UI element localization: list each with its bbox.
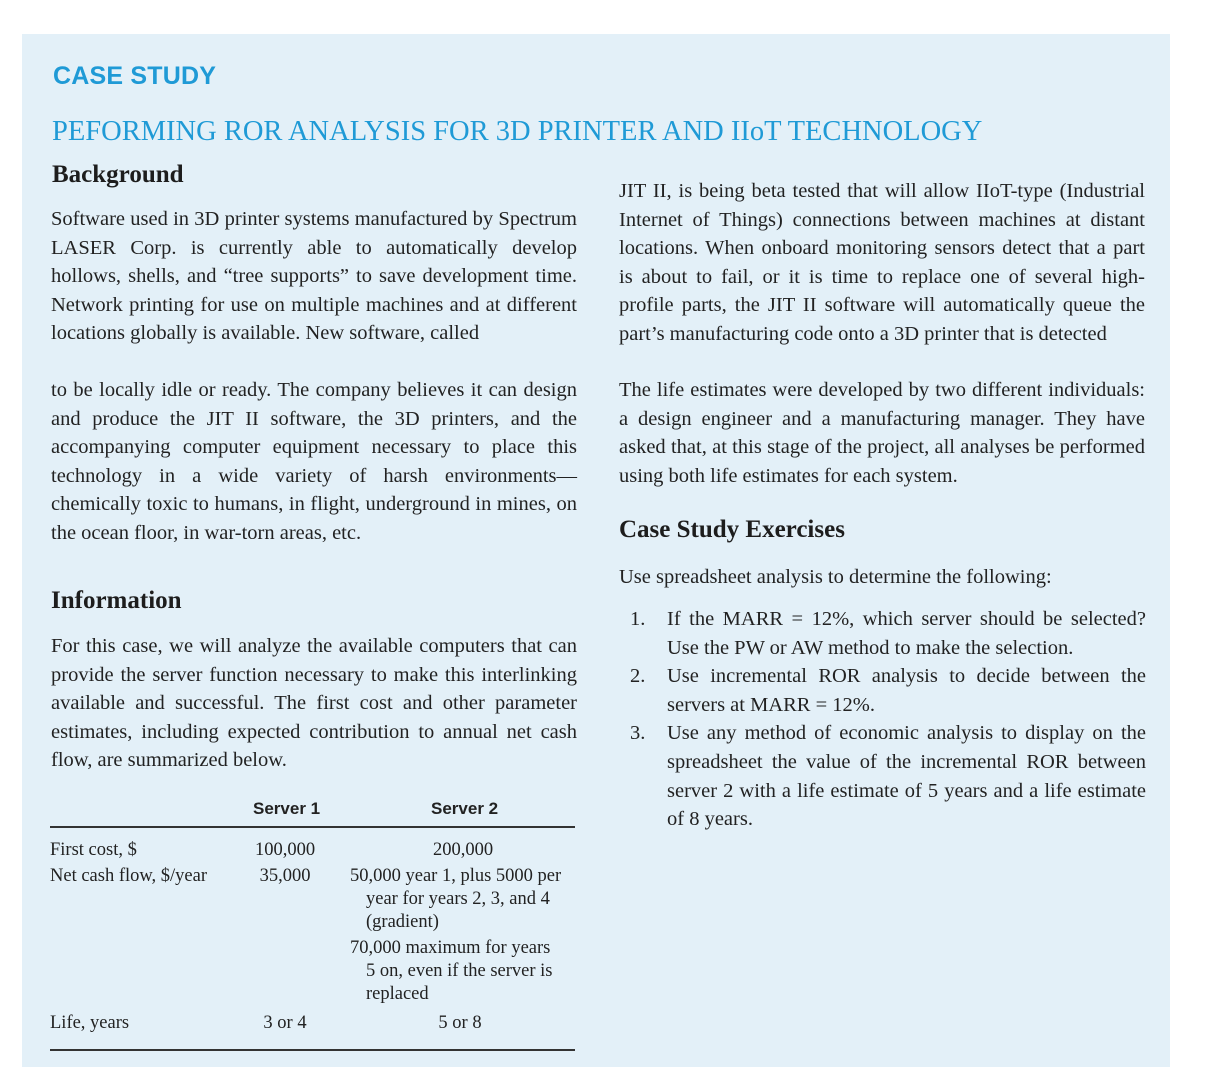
exercise-text: Use incremental ROR analysis to decide between the servers at MARR = 12%. <box>667 665 1146 716</box>
row-label: First cost, $ <box>50 840 137 860</box>
exercise-text: If the MARR = 12%, which server should be selected? Use the PW or AW method to make the selection. <box>667 608 1146 659</box>
server2-value <box>350 865 576 1006</box>
exercises-intro: Use spreadsheet analysis to determine the following: <box>619 566 1052 588</box>
row-label: Net cash flow, $/year <box>50 866 208 886</box>
exercise-item-3 <box>620 719 1146 833</box>
server2-value: 200,000 <box>432 840 494 860</box>
background-paragraph-1-continued: JIT II, is being beta tested that will allow IIoT-type (Industrial Internet of Things) connections between machines at distant locations. When onboard monitoring sensors detect that a part is about to fail, or it is time to replace one of several high-profile parts, the JIT II software will automatically queue the part’s manufacturing code onto a 3D printer that is detected <box>619 180 1145 345</box>
table-header-server-1: Server 1 <box>253 799 321 818</box>
server1-value: 3 or 4 <box>263 1013 307 1033</box>
table-bottom-rule <box>50 1049 575 1051</box>
exercise-item-2 <box>620 662 1146 719</box>
background-heading: Background <box>52 161 184 188</box>
exercise-number: 2. <box>630 665 646 688</box>
server2-line: 70,000 maximum for years <box>350 938 551 958</box>
information-paragraph: For this case, we will analyze the available computers that can provide the server function necessary to make this interlinking available and successful. The first cost and other parameter estimates, including expected contribution to annual net cash flow, are summarized below. <box>51 635 577 772</box>
information-heading: Information <box>51 587 182 614</box>
table-top-rule <box>50 826 575 828</box>
server2-line: 5 on, even if the server is <box>366 961 553 981</box>
exercise-number: 1. <box>630 608 646 630</box>
server2-line: replaced <box>366 984 429 1004</box>
exercise-number: 3. <box>630 722 646 745</box>
server1-value: 100,000 <box>254 840 316 860</box>
server1-value: 35,000 <box>259 866 311 886</box>
background-paragraph-2: to be locally idle or ready. The company believes it can design and produce the JIT II software, the 3D printers, and the accompanying computer equipment necessary to place this technology in a wide variety of harsh environments—chemically toxic to humans, in flight, underground in mines, on the ocean floor, in war-torn areas, etc. <box>51 379 577 544</box>
server2-line: year for years 2, 3, and 4 <box>366 889 550 909</box>
table-header-server-2: Server 2 <box>431 799 499 818</box>
exercises-heading: Case Study Exercises <box>619 516 845 543</box>
exercise-item-1 <box>620 605 1146 662</box>
background-paragraph-3: The life estimates were developed by two different individuals: a design engineer and a manufacturing manager. They have asked that, at this stage of the project, all analyses be performed using both life estimates for each system. <box>619 379 1145 487</box>
server2-line: 50,000 year 1, plus 5000 per <box>350 866 562 886</box>
server2-value: 5 or 8 <box>438 1013 482 1033</box>
exercises-list <box>620 605 1146 834</box>
case-study-label: CASE STUDY <box>53 62 217 90</box>
server2-line: (gradient) <box>366 912 439 932</box>
row-label: Life, years <box>50 1013 130 1033</box>
exercise-text: Use any method of economic analysis to display on the spreadsheet the value of the incremental ROR between server 2 with a life estimate of 5 years and a life estimate of 8 years. <box>667 722 1146 831</box>
background-paragraph-1: Software used in 3D printer systems manufactured by Spectrum LASER Corp. is currently able to automatically develop hollows, shells, and “tree supports” to save development time. Network printing for use on multiple machines and at different locations globally is available. New software, called <box>51 208 577 345</box>
case-study-title: PEFORMING ROR ANALYSIS FOR 3D PRINTER AND IIoT TECHNOLOGY <box>52 116 983 147</box>
